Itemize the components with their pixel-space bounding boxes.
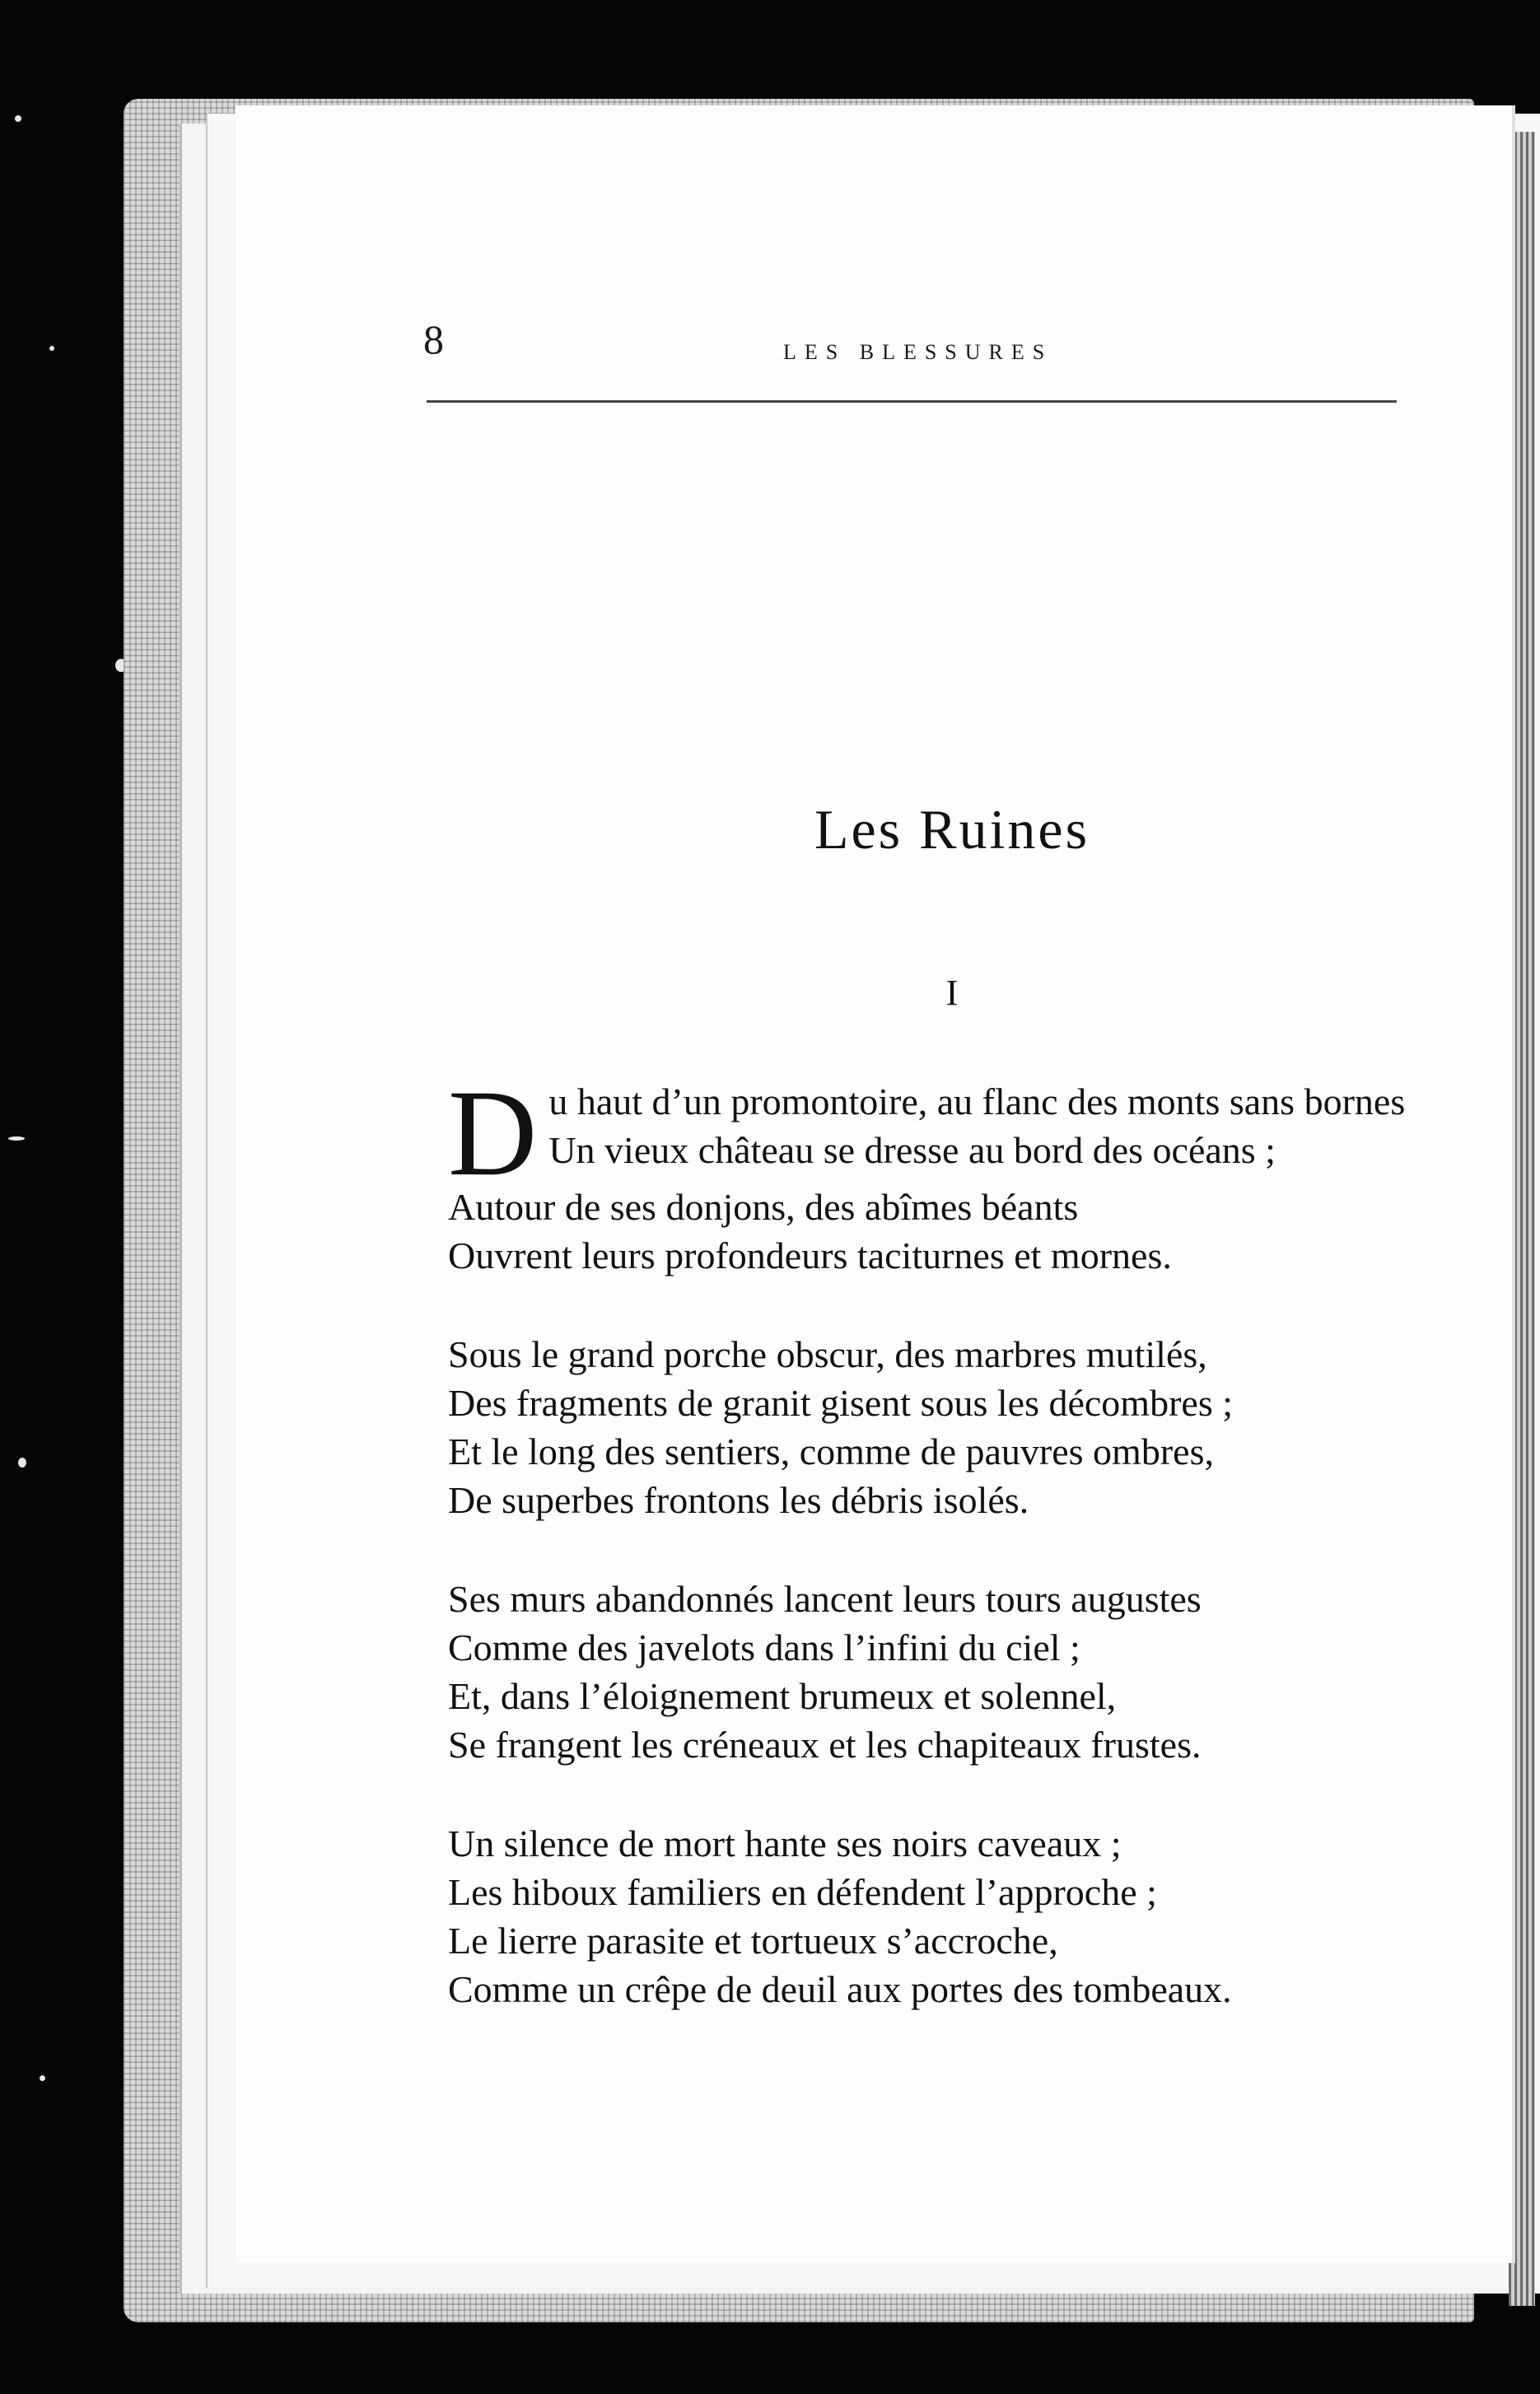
page-number: 8 bbox=[423, 316, 444, 362]
film-speck bbox=[40, 2075, 45, 2081]
stanza bbox=[448, 1575, 1510, 1769]
poem-body bbox=[448, 1065, 1510, 2064]
stanza bbox=[448, 1065, 1510, 1280]
poem-line: Se frangent les créneaux et les chapiteaux frustes. bbox=[448, 1724, 1202, 1766]
poem-line: Sous le grand porche obscur, des marbres mutilés, bbox=[448, 1333, 1207, 1375]
poem-line: De superbes frontons les débris isolés. bbox=[448, 1479, 1029, 1521]
stanza bbox=[448, 1330, 1510, 1524]
poem-line: Un vieux château se dresse au bord des océans ; bbox=[548, 1129, 1276, 1171]
poem-line: Les hiboux familiers en défendent l’approche ; bbox=[448, 1871, 1157, 1913]
film-speck bbox=[15, 115, 21, 122]
header-rule bbox=[427, 400, 1397, 403]
book-page bbox=[236, 105, 1512, 2263]
section-number: I bbox=[945, 973, 959, 1013]
poem-line: Comme un crêpe de deuil aux portes des tombeaux. bbox=[448, 1968, 1232, 2010]
poem-line: u haut d’un promontoire, au flanc des monts sans bornes bbox=[548, 1080, 1406, 1122]
film-speck bbox=[49, 346, 54, 351]
film-speck bbox=[18, 1458, 26, 1468]
poem-line: Et, dans l’éloignement brumeux et solennel, bbox=[448, 1675, 1117, 1717]
poem-line: Ouvrent leurs profondeurs taciturnes et mornes. bbox=[448, 1234, 1172, 1276]
poem-line: Un silence de mort hante ses noirs caveaux ; bbox=[448, 1822, 1122, 1864]
page-edge bbox=[1509, 132, 1535, 2306]
running-head: LES BLESSURES bbox=[783, 340, 1053, 364]
poem-line: Ses murs abandonnés lancent leurs tours augustes bbox=[448, 1578, 1202, 1620]
drop-cap: D bbox=[448, 1065, 538, 1202]
film-speck bbox=[8, 1136, 25, 1141]
poem-line: Comme des javelots dans l’infini du ciel ; bbox=[448, 1626, 1080, 1668]
poem-line: Autour de ses donjons, des abîmes béants bbox=[448, 1186, 1079, 1228]
poem-title: Les Ruines bbox=[814, 798, 1090, 861]
stanza bbox=[448, 1819, 1510, 2014]
poem-line: Des fragments de granit gisent sous les décombres ; bbox=[448, 1382, 1233, 1424]
poem-line: Et le long des sentiers, comme de pauvres ombres, bbox=[448, 1430, 1214, 1472]
poem-line: Le lierre parasite et tortueux s’accroche, bbox=[448, 1920, 1058, 1962]
